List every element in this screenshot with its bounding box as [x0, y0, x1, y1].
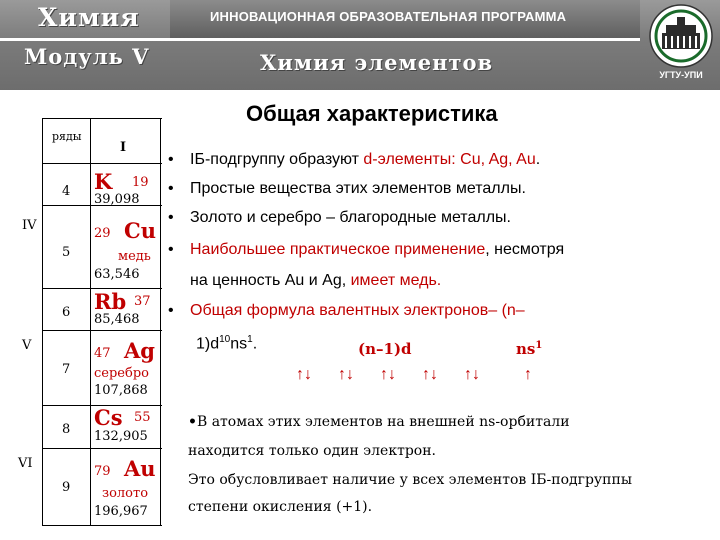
period-label: VI	[18, 456, 33, 471]
bullet-highlight: имеет медь.	[350, 272, 442, 289]
program-title: ИННОВАЦИОННАЯ ОБРАЗОВАТЕЛЬНАЯ ПРОГРАММА	[210, 9, 567, 24]
table-header-rule	[42, 163, 162, 164]
row-number: 6	[62, 305, 71, 320]
element-symbol-ag: Ag	[124, 338, 155, 363]
d-orbital-cell: ↑↓	[380, 366, 396, 383]
s-orbital-label	[516, 340, 542, 358]
period-label: V	[22, 338, 32, 353]
element-mass: 85,468	[94, 312, 140, 327]
d-orbital-cell: ↑↓	[464, 366, 480, 383]
group-header: I	[120, 140, 127, 155]
element-symbol-cu: Cu	[124, 218, 156, 243]
row-number: 8	[62, 422, 71, 437]
row-rule	[42, 330, 162, 331]
note-line: Это обусловливает наличие у всех элементов IБ-подгруппы	[188, 472, 632, 488]
d-orbital-cell: ↑↓	[338, 366, 354, 383]
element-number: 37	[134, 294, 151, 309]
element-number: 19	[132, 175, 149, 190]
element-symbol-cs: Cs	[94, 405, 123, 430]
formula-part: .	[252, 335, 258, 353]
period-label: IV	[22, 218, 37, 233]
element-name: медь	[118, 249, 151, 264]
row-rule	[42, 448, 162, 449]
row-number: 5	[62, 245, 71, 260]
element-number: 79	[94, 464, 111, 479]
bullet-formula-cont	[196, 334, 257, 353]
formula-part: 1)d	[196, 335, 220, 353]
bullet-application-cont	[190, 272, 441, 290]
formula-superscript: 10	[219, 334, 231, 345]
bullet-application: • Наибольшее практическое применение, несмотря	[168, 241, 565, 258]
bullet-noble: • Золото и серебро – благородные металлы.	[168, 209, 511, 226]
bullet-formula: • Общая формула валентных электронов– (n–	[168, 302, 525, 319]
note-line: находится только один электрон.	[188, 443, 436, 459]
note-bullet: •	[188, 414, 197, 430]
row-number: 7	[62, 362, 71, 377]
element-mass: 107,868	[94, 383, 148, 398]
slide-title: Общая характеристика	[246, 101, 498, 126]
row-number: 9	[62, 480, 71, 495]
element-name: золото	[102, 486, 149, 501]
s-orbital-superscript: 1	[535, 340, 543, 351]
bullet-subgroup: • IБ-подгруппу образуют d-элементы: Cu, Ag, Au.	[168, 151, 541, 168]
d-orbital-cell: ↑↓	[422, 366, 438, 383]
bullet-text: , несмотря	[485, 241, 565, 258]
element-symbol-rb: Rb	[94, 289, 127, 314]
university-logo	[648, 3, 714, 83]
element-number: 29	[94, 226, 111, 241]
formula-superscript: 1	[247, 334, 253, 345]
row-number: 4	[62, 184, 71, 199]
formula-part: ns	[230, 335, 248, 353]
bullet-metals: • Простые вещества этих элементов металлы.	[168, 180, 526, 197]
note-line	[188, 414, 570, 430]
bullet-text: .	[535, 151, 541, 168]
element-mass: 196,967	[94, 504, 148, 519]
s-orbital-text: ns	[516, 340, 536, 358]
table-right-rule	[160, 118, 161, 526]
element-symbol-au: Au	[124, 456, 156, 481]
bullet-text: Золото и серебро – благородные металлы.	[190, 209, 511, 226]
element-symbol-k: K	[94, 169, 113, 194]
bullet-highlight: Общая формула валентных электронов– (n–	[190, 302, 525, 319]
d-orbital-cell: ↑↓	[296, 366, 312, 383]
s-orbital-cell: ↑	[524, 366, 532, 383]
d-orbital-label: (n–1)d	[358, 340, 412, 358]
table-left-rule	[42, 118, 43, 526]
bullet-text: Простые вещества этих элементов металлы.	[190, 180, 526, 197]
element-mass: 39,098	[94, 192, 140, 207]
bullet-highlight: d-элементы: Cu, Ag, Au	[363, 151, 536, 168]
rows-header: ряды	[52, 130, 82, 143]
note-text: В атомах этих элементов на внешней ns-орбитали	[196, 414, 570, 430]
bullet-text: IБ-подгруппу образуют	[190, 151, 364, 168]
note-line: степени окисления (+1).	[188, 499, 373, 515]
course-title: Химия	[38, 3, 140, 32]
element-number: 47	[94, 346, 111, 361]
element-number: 55	[134, 410, 151, 425]
table-mid-rule	[90, 118, 91, 526]
bullet-text: на ценность Au и Ag,	[190, 272, 351, 289]
module-title: Модуль V	[24, 44, 150, 69]
element-mass: 63,546	[94, 267, 140, 282]
periodic-table-fragment	[0, 0, 170, 540]
element-name: серебро	[94, 366, 149, 381]
table-bottom-rule	[42, 525, 162, 526]
element-mass: 132,905	[94, 429, 148, 444]
bullet-highlight: Наибольшее практическое применение	[190, 241, 486, 258]
logo-text: УГТУ-УПИ	[659, 70, 703, 80]
table-top-rule	[42, 118, 162, 119]
subject-title: Химия элементов	[260, 50, 494, 75]
